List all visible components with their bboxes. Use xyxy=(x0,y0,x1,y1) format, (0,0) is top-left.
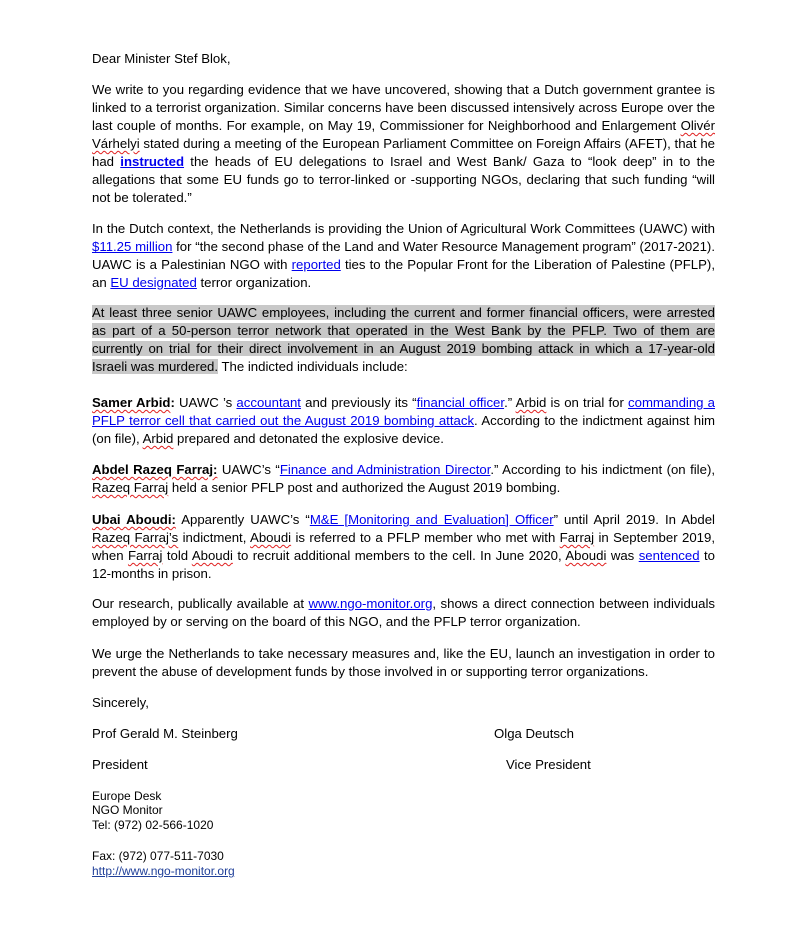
text: UAWC’s “ xyxy=(217,462,280,477)
text: and previously its “ xyxy=(300,395,417,410)
text: prepared and detonated the explosive device. xyxy=(173,431,444,446)
link-instructed[interactable]: instructed xyxy=(120,154,185,169)
text: the heads of EU delegations to Israel and West Bank/ Gaza to “look deep” in to the allegations that some EU funds go to terror-linked or -supporting NGOs, declaring that such funding “will not be tolerated.” xyxy=(92,154,715,205)
spellcheck-name: Olivér Várhelyi xyxy=(92,118,715,151)
paragraph-samer-arbid xyxy=(92,394,715,448)
contact-org: NGO Monitor xyxy=(92,803,163,817)
person-name: Aboudi xyxy=(565,548,607,563)
text: is referred to a PFLP member who met with xyxy=(291,530,560,545)
person-name: Samer Arbid xyxy=(92,395,171,410)
text: to 12-months in prison. xyxy=(92,548,715,581)
link-funding[interactable]: $11.25 million xyxy=(92,239,173,254)
text: stated during a meeting of the European Parliament Committee on Foreign Affairs (AFET), that he had xyxy=(92,136,715,169)
text: , shows a direct connection between individuals employed by or serving on the board of this NGO, and the PFLP terror organization. xyxy=(92,596,715,629)
paragraph-intro xyxy=(92,81,715,207)
text: We write to you regarding evidence that we have uncovered, showing that a Dutch government grantee is linked to a terrorist organization. Similar concerns have been discussed intensively across Europe over the last couple of months. For example, on May 19, Commissioner for Neighborhood and Enlargement xyxy=(92,82,715,133)
text: .” According to his indictment (on file), xyxy=(490,462,715,477)
closing: Sincerely, xyxy=(92,695,149,710)
paragraph-ubai-aboudi xyxy=(92,511,715,583)
signer-title: President xyxy=(92,757,148,772)
text: was xyxy=(606,548,639,563)
paragraph-arrests xyxy=(92,304,715,376)
salutation: Dear Minister Stef Blok, xyxy=(92,51,231,66)
contact-tel: Tel: (972) 02-566-1020 xyxy=(92,818,214,832)
signer-title: Vice President xyxy=(506,757,591,772)
link-eu-designated[interactable]: EU designated xyxy=(110,275,197,290)
person-name: Aboudi xyxy=(250,530,292,545)
text: told xyxy=(162,548,192,563)
person-name: Aboudi xyxy=(191,548,233,563)
text: UAWC ’s xyxy=(174,395,237,410)
person-name: Arbid xyxy=(142,431,174,446)
person-name: Farraj xyxy=(127,548,163,563)
link-finance-director[interactable]: Finance and Administration Director xyxy=(279,462,491,477)
link-accountant[interactable]: accountant xyxy=(236,395,301,410)
text: for “the second phase of the Land and Water Resource Management program” (2017-2021). UAWC is a Palestinian NGO with xyxy=(92,239,715,272)
text: terror organization. xyxy=(196,275,312,290)
text: is on trial for xyxy=(546,395,629,410)
person-name: Razeq Farraj’s xyxy=(92,530,179,545)
link-commanding[interactable]: commanding a PFLP terror cell that carried out the August 2019 bombing attack xyxy=(92,395,716,428)
paragraph-urge: We urge the Netherlands to take necessary measures and, like the EU, launch an investigation in order to prevent the abuse of development funds by those involved in or supporting terror organizations. xyxy=(92,646,715,679)
link-me-officer[interactable]: M&E [Monitoring and Evaluation] Officer xyxy=(309,512,554,527)
paragraph-research xyxy=(92,595,715,631)
link-ngo-monitor[interactable]: www.ngo-monitor.org xyxy=(308,596,433,611)
text: : xyxy=(170,395,175,410)
signer-name: Prof Gerald M. Steinberg xyxy=(92,726,238,741)
signer-name: Olga Deutsch xyxy=(494,726,574,741)
text: . According to the indictment against him (on file), xyxy=(92,413,715,446)
text: indictment, xyxy=(178,530,251,545)
text: The indicted individuals include: xyxy=(218,359,408,374)
contact-url-link[interactable]: http://www.ngo-monitor.org xyxy=(92,864,235,878)
person-name: Farraj xyxy=(559,530,595,545)
text: .” xyxy=(504,395,516,410)
person-name: Ubai Aboudi: xyxy=(92,512,176,527)
contact-desk: Europe Desk xyxy=(92,789,162,803)
text: held a senior PFLP post and authorized the August 2019 bombing. xyxy=(168,480,561,495)
contact-fax: Fax: (972) 077-511-7030 xyxy=(92,849,224,863)
text: ” until April 2019. In Abdel xyxy=(553,512,715,527)
highlighted-text: At least three senior UAWC employees, including the current and former financial officers, were arrested as part of a 50-person terror network that operated in the West Bank by the PFLP. Two of them are currently on trial for their direct involvement in an August 2019 bombing attack in which a 17-year-old Israeli was murdered. xyxy=(92,305,715,374)
person-name: Abdel Razeq Farraj: xyxy=(92,462,218,477)
text: in September 2019, when xyxy=(92,530,716,563)
text: In the Dutch context, the Netherlands is providing the Union of Agricultural Work Committees (UAWC) with xyxy=(92,221,715,236)
text: Our research, publically available at xyxy=(92,596,309,611)
paragraph-abdel-razeq-farraj xyxy=(92,461,715,497)
link-sentenced[interactable]: sentenced xyxy=(638,548,700,563)
person-name: Arbid xyxy=(515,395,547,410)
text: ties to the Popular Front for the Liberation of Palestine (PFLP), an xyxy=(92,257,715,290)
paragraph-dutch-context xyxy=(92,220,715,292)
person-name: Razeq Farraj xyxy=(92,480,169,495)
link-reported[interactable]: reported xyxy=(291,257,341,272)
link-financial-officer[interactable]: financial officer xyxy=(416,395,505,410)
text: Apparently UAWC’s “ xyxy=(175,512,310,527)
text: to recruit additional members to the cell. In June 2020, xyxy=(232,548,566,563)
